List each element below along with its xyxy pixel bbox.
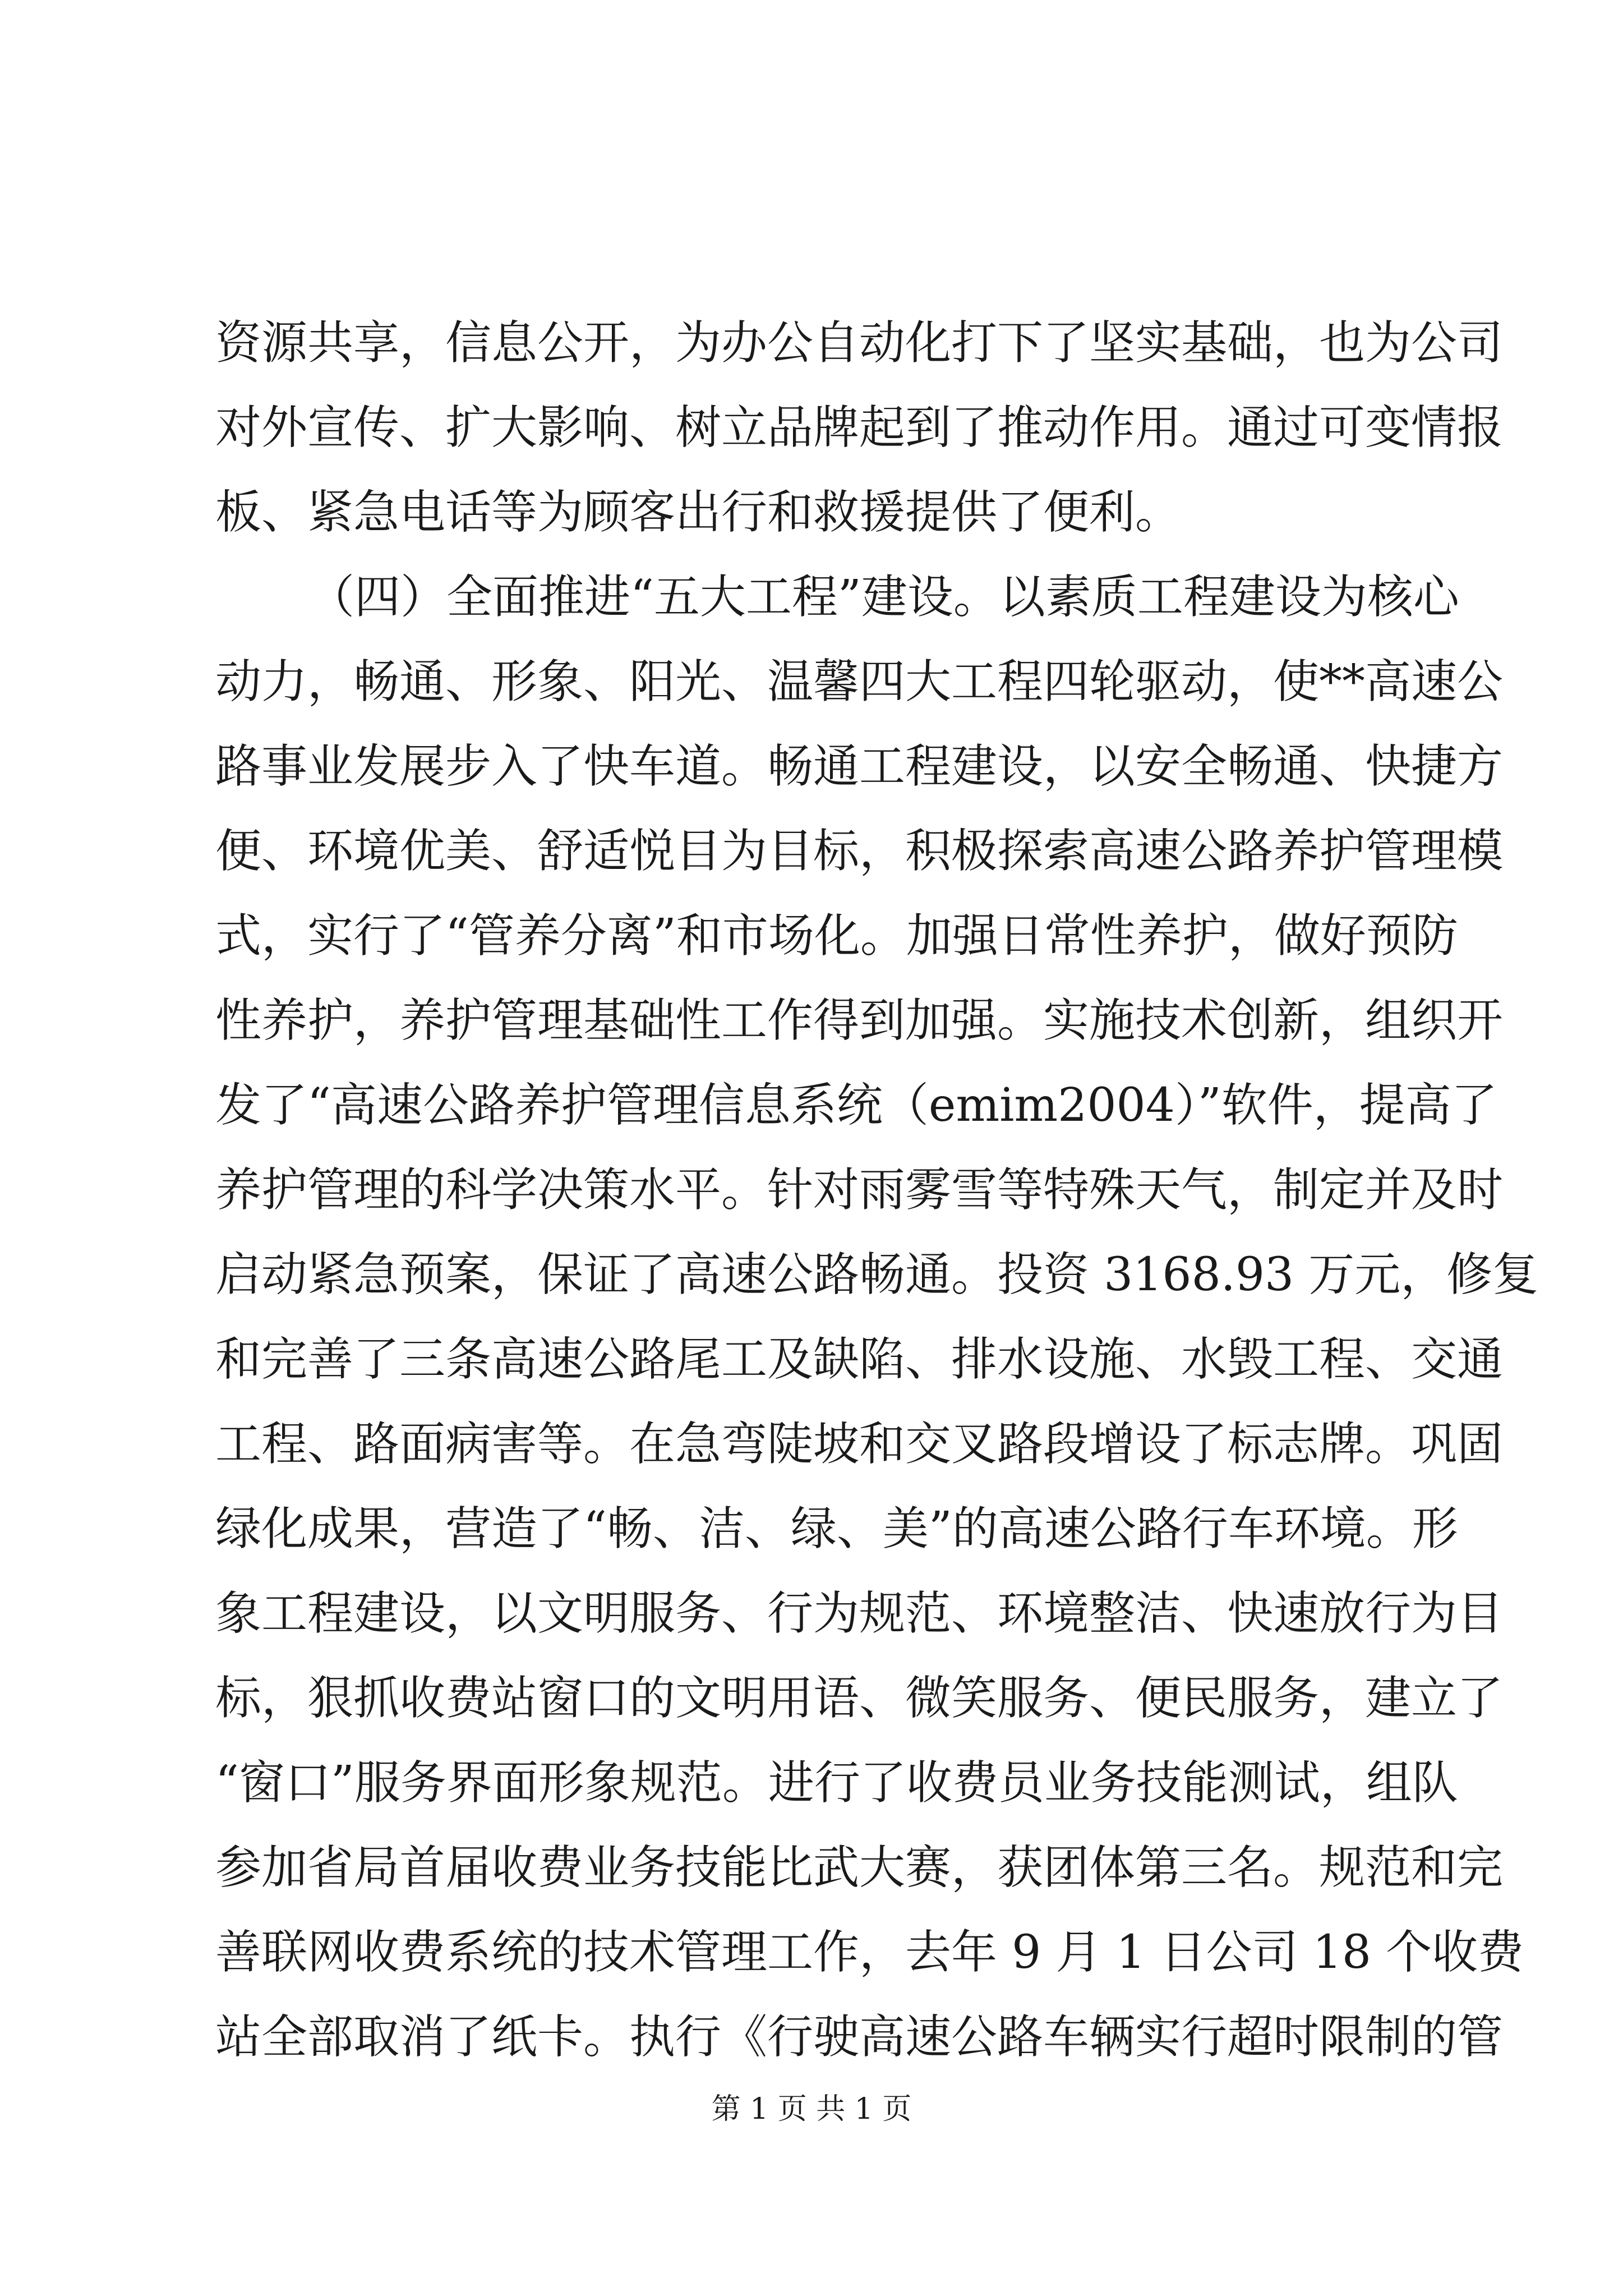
text-line-10: 发了“高速公路养护管理信息系统（emim2004）”软件，提高了	[215, 1079, 1497, 1132]
text-line-7: 便、环境优美、舒适悦目为目标，积极探索高速公路养护管理模	[215, 825, 1504, 878]
text-line-20: 善联网收费系统的技术管理工作，去年 9 月 1 日公司 18 个收费	[215, 1926, 1524, 1979]
text-line-13: 和完善了三条高速公路尾工及缺陷、排水设施、水毁工程、交通	[215, 1333, 1504, 1386]
text-line-17: 标，狠抓收费站窗口的文明用语、微笑服务、便民服务，建立了	[215, 1672, 1504, 1725]
text-line-18: “窗口”服务界面形象规范。进行了收费员业务技能测试，组队	[215, 1756, 1458, 1810]
text-line-19: 参加省局首届收费业务技能比武大赛，获团体第三名。规范和完	[215, 1841, 1504, 1894]
text-line-3: 板、紧急电话等为顾客出行和救援提供了便利。	[215, 486, 1182, 539]
page-number-footer: 第 1 页 共 1 页	[711, 2092, 912, 2126]
text-line-9: 性养护，养护管理基础性工作得到加强。实施技术创新，组织开	[215, 994, 1504, 1047]
text-line-6: 路事业发展步入了快车道。畅通工程建设，以安全畅通、快捷方	[215, 740, 1504, 793]
text-line-12: 启动紧急预案，保证了高速公路畅通。投资 3168.93 万元，修复	[215, 1248, 1539, 1301]
text-line-21: 站全部取消了纸卡。执行《行驶高速公路车辆实行超时限制的管	[215, 2010, 1504, 2064]
text-line-15: 绿化成果，营造了“畅、洁、绿、美”的高速公路行车环境。形	[215, 1502, 1458, 1556]
text-line-1: 资源共享，信息公开，为办公自动化打下了坚实基础，也为公司	[215, 316, 1504, 370]
text-line-2: 对外宣传、扩大影响、树立品牌起到了推动作用。通过可变情报	[215, 401, 1504, 454]
text-line-14: 工程、路面病害等。在急弯陡坡和交叉路段增设了标志牌。巩固	[215, 1418, 1504, 1471]
text-line-11: 养护管理的科学决策水平。针对雨雾雪等特殊天气，制定并及时	[215, 1163, 1504, 1217]
text-line-4: （四）全面推进“五大工程”建设。以素质工程建设为核心	[308, 570, 1459, 624]
text-line-16: 象工程建设，以文明服务、行为规范、环境整洁、快速放行为目	[215, 1587, 1504, 1640]
text-line-5: 动力，畅通、形象、阳光、温馨四大工程四轮驱动，使**高速公	[215, 655, 1504, 708]
text-line-8: 式，实行了“管养分离”和市场化。加强日常性养护，做好预防	[215, 909, 1458, 963]
